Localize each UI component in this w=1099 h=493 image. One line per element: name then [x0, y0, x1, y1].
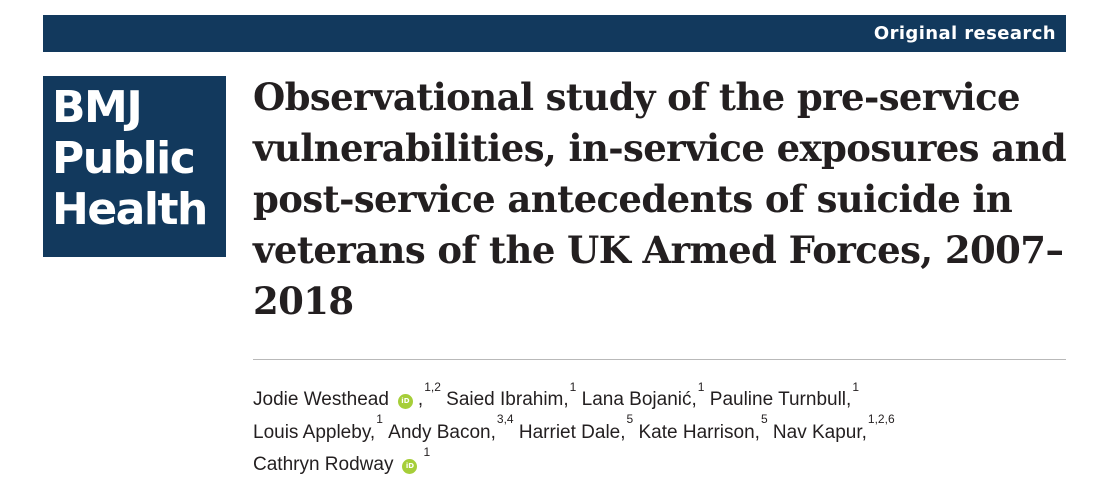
- title-divider: [253, 359, 1066, 360]
- journal-logo: [43, 76, 226, 257]
- logo-line-3: Health: [52, 184, 207, 235]
- affiliation-marker: 3,4: [496, 412, 514, 427]
- affiliation-marker: 1: [852, 380, 859, 394]
- author-separator: ,: [417, 389, 424, 411]
- orcid-icon[interactable]: iD: [402, 459, 417, 474]
- author-4: [709, 380, 859, 411]
- author-3: [581, 380, 710, 411]
- affiliation-marker: 1: [697, 380, 705, 394]
- author-1: [253, 380, 446, 411]
- author-2: [446, 380, 581, 411]
- article-type-label: Original research: [873, 23, 1056, 44]
- affiliation-marker: 5: [626, 412, 634, 427]
- orcid-icon[interactable]: iD: [398, 394, 413, 409]
- author-name: Louis Appleby,: [253, 421, 376, 443]
- author-6: [388, 412, 519, 443]
- affiliation-marker: 1: [569, 380, 577, 394]
- section-header-bar: [43, 15, 1066, 52]
- author-list: [253, 381, 1073, 478]
- author-name: Kate Harrison,: [638, 421, 760, 443]
- author-10: [253, 444, 431, 475]
- author-name: Jodie Westhead: [253, 389, 389, 411]
- author-8: [638, 412, 773, 443]
- affiliation-marker: 1: [376, 412, 383, 427]
- author-name: Andy Bacon,: [388, 421, 496, 443]
- author-name: Cathryn Rodway: [253, 453, 394, 475]
- affiliation-marker: 1,2,6: [867, 412, 895, 427]
- logo-line-1: BMJ: [52, 82, 142, 133]
- author-7: [518, 412, 639, 443]
- author-9: [772, 412, 895, 443]
- author-name: Lana Bojanić,: [581, 389, 697, 411]
- article-title: Observational study of the pre-service vulnerabilities, in-service exposures and post-service antecedents of suicide in veterans of the UK Armed Forces, 2007–2018: [253, 75, 1067, 323]
- author-name: Saied Ibrahim,: [446, 389, 569, 411]
- affiliation-marker: 1: [423, 444, 431, 459]
- author-name: Harriet Dale,: [518, 421, 626, 443]
- author-name: Nav Kapur,: [772, 421, 867, 443]
- author-5: [253, 412, 388, 443]
- author-name: Pauline Turnbull,: [709, 389, 852, 411]
- logo-line-2: Public: [52, 133, 195, 184]
- affiliation-marker: 5: [760, 412, 768, 427]
- affiliation-marker: 1,2: [424, 380, 441, 394]
